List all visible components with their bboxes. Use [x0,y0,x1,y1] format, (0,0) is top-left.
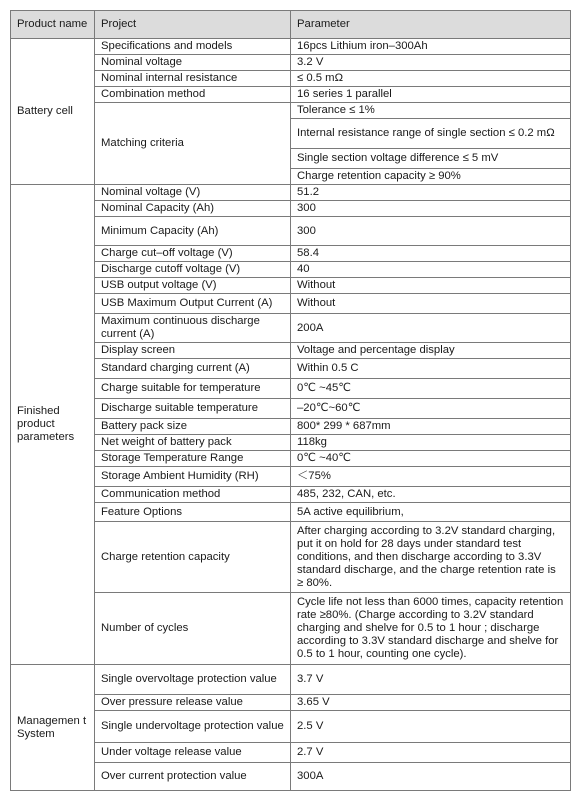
project-cell: Net weight of battery pack [95,435,291,451]
project-cell: Nominal voltage (V) [95,185,291,201]
parameter-cell: Charge retention capacity ≥ 90% [291,169,571,185]
table-row [11,467,571,487]
project-cell: Display screen [95,343,291,359]
table-row [11,201,571,217]
table-row [11,451,571,467]
table-row [11,71,571,87]
parameter-cell: –20℃~60℃ [291,399,571,419]
table-row [11,435,571,451]
group-management-system: Managemen t System [11,665,95,791]
table-row [11,359,571,379]
project-cell: Single undervoltage protection value [95,711,291,743]
parameter-cell: 118kg [291,435,571,451]
table-row [11,103,571,119]
project-cell: Minimum Capacity (Ah) [95,217,291,246]
project-cell: Over current protection value [95,763,291,791]
table-row [11,487,571,503]
parameter-cell: Without [291,278,571,294]
parameter-cell: 16pcs Lithium iron–300Ah [291,39,571,55]
table-row [11,419,571,435]
project-cell: Communication method [95,487,291,503]
parameter-cell: Voltage and percentage display [291,343,571,359]
parameter-cell: Without [291,294,571,314]
table-row [11,185,571,201]
project-cell: Maximum continuous discharge current (A) [95,314,291,343]
parameter-cell: Tolerance ≤ 1% [291,103,571,119]
table-row [11,262,571,278]
table-row [11,278,571,294]
parameter-cell: 200A [291,314,571,343]
parameter-cell: After charging according to 3.2V standard charging, put it on hold for 28 days under standard test conditions, and then discharge according to 3.3V standard discharge, and the charge retention rate is ≥ 80%. [291,522,571,593]
parameter-cell: Cycle life not less than 6000 times, capacity retention rate ≥80%. (Charge according to 3.2V standard charging and shelve for 0.5 to 1 hour ; discharge according to 3.3V standard discharge and shelve for 0.5 to 1 hour, counting one cycle). [291,593,571,665]
parameter-cell: 5A active equilibrium, [291,503,571,522]
parameter-cell: 3.2 V [291,55,571,71]
battery-spec-table [10,10,571,791]
parameter-cell: 485, 232, CAN, etc. [291,487,571,503]
table-row [11,246,571,262]
table-row [11,399,571,419]
table-row [11,503,571,522]
project-cell: Under voltage release value [95,743,291,763]
project-cell: Battery pack size [95,419,291,435]
parameter-cell: 800* 299 * 687mm [291,419,571,435]
table-row [11,711,571,743]
table-row [11,39,571,55]
table-row [11,379,571,399]
project-cell: Charge retention capacity [95,522,291,593]
table-header [11,11,571,39]
project-cell: USB output voltage (V) [95,278,291,294]
table-row [11,522,571,593]
header-row [11,11,571,39]
table-row [11,695,571,711]
project-cell: Nominal voltage [95,55,291,71]
parameter-cell: 300 [291,201,571,217]
project-cell: Storage Temperature Range [95,451,291,467]
parameter-cell: Single section voltage difference ≤ 5 mV [291,149,571,169]
project-cell: Storage Ambient Humidity (RH) [95,467,291,487]
parameter-cell: ＜75% [291,467,571,487]
table-body [11,39,571,791]
spec-table-container [10,10,570,791]
project-cell: Discharge cutoff voltage (V) [95,262,291,278]
project-cell: Feature Options [95,503,291,522]
table-row [11,294,571,314]
parameter-cell: 2.7 V [291,743,571,763]
table-row [11,55,571,71]
parameter-cell: 0℃ ~45℃ [291,379,571,399]
parameter-cell: 2.5 V [291,711,571,743]
parameter-cell: 3.65 V [291,695,571,711]
table-row [11,593,571,665]
group-finished-product: Finished product parameters [11,185,95,665]
project-cell: Specifications and models [95,39,291,55]
project-cell: Single overvoltage protection value [95,665,291,695]
table-row [11,763,571,791]
project-cell: Over pressure release value [95,695,291,711]
header-product-name: Product name [11,11,95,39]
parameter-cell: 58.4 [291,246,571,262]
table-row [11,87,571,103]
parameter-cell: Within 0.5 C [291,359,571,379]
project-cell: Nominal internal resistance [95,71,291,87]
parameter-cell: 300 [291,217,571,246]
parameter-cell: 3.7 V [291,665,571,695]
header-parameter: Parameter [291,11,571,39]
parameter-cell: Internal resistance range of single section ≤ 0.2 mΩ [291,119,571,149]
parameter-cell: 40 [291,262,571,278]
parameter-cell: 300A [291,763,571,791]
parameter-cell: 51.2 [291,185,571,201]
table-row [11,314,571,343]
table-row [11,743,571,763]
project-cell-matching-criteria: Matching criteria [95,103,291,185]
table-row [11,343,571,359]
project-cell: Number of cycles [95,593,291,665]
project-cell: Charge suitable for temperature [95,379,291,399]
project-cell: Standard charging current (A) [95,359,291,379]
project-cell: USB Maximum Output Current (A) [95,294,291,314]
project-cell: Discharge suitable temperature [95,399,291,419]
table-row [11,665,571,695]
project-cell: Charge cut–off voltage (V) [95,246,291,262]
header-project: Project [95,11,291,39]
parameter-cell: ≤ 0.5 mΩ [291,71,571,87]
group-battery-cell: Battery cell [11,39,95,185]
project-cell: Combination method [95,87,291,103]
table-row [11,217,571,246]
parameter-cell: 16 series 1 parallel [291,87,571,103]
parameter-cell: 0℃ ~40℃ [291,451,571,467]
project-cell: Nominal Capacity (Ah) [95,201,291,217]
